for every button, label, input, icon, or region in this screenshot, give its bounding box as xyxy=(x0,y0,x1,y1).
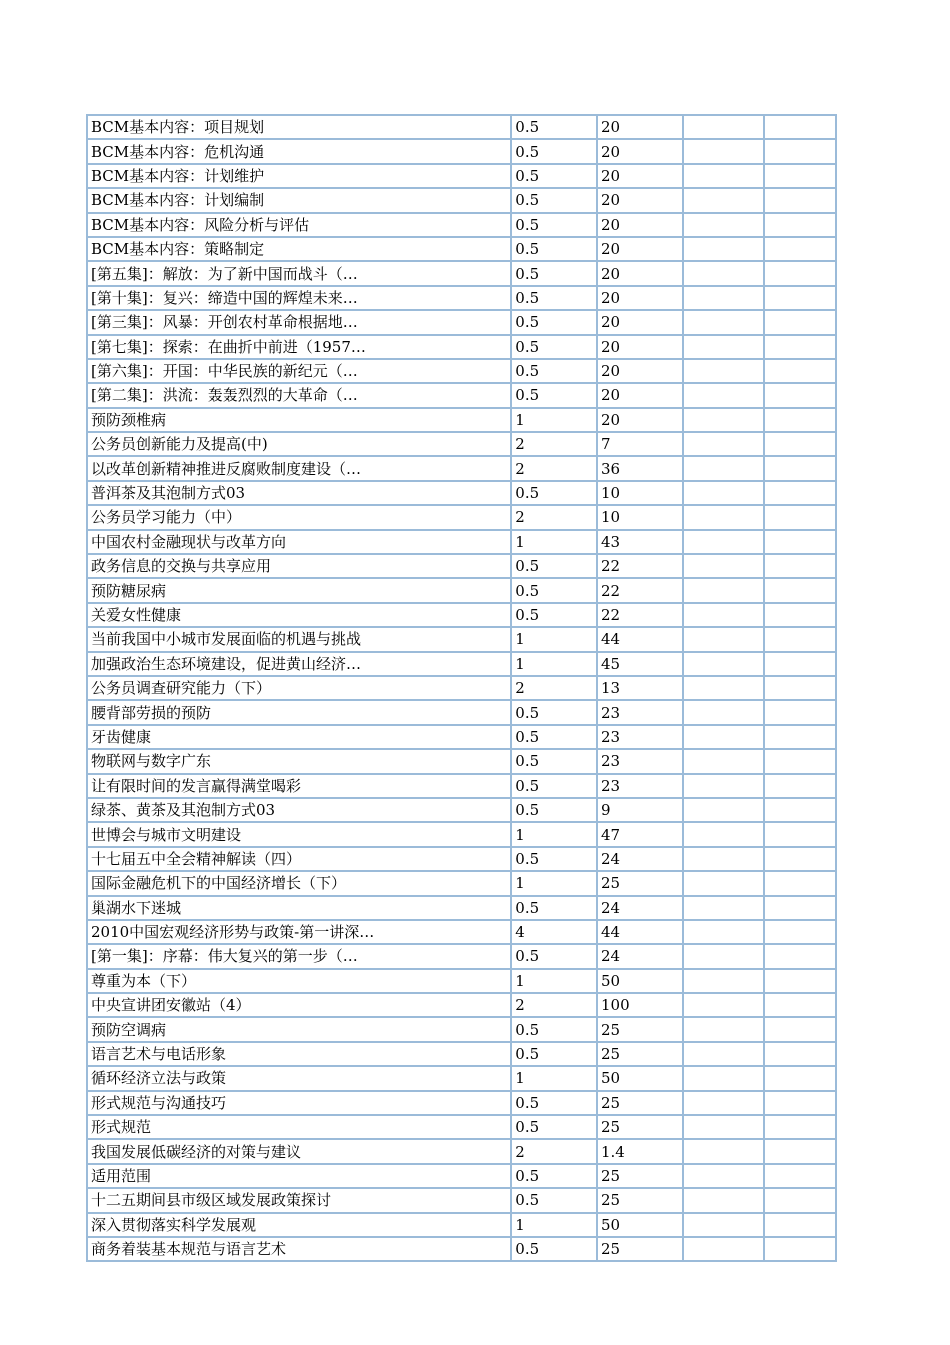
course-title-cell: 以改革创新精神推进反腐败制度建设（… xyxy=(87,456,511,480)
table-row xyxy=(87,969,836,993)
table-row xyxy=(87,139,836,163)
course-title-cell: BCM基本内容：计划维护 xyxy=(87,164,511,188)
blank-cell-5 xyxy=(764,286,836,310)
hours-cell: 2 xyxy=(511,676,597,700)
hours-cell: 2 xyxy=(511,456,597,480)
course-title-cell: BCM基本内容：策略制定 xyxy=(87,237,511,261)
blank-cell-4 xyxy=(683,359,765,383)
blank-cell-4 xyxy=(683,652,765,676)
course-title-cell: 关爱女性健康 xyxy=(87,603,511,627)
blank-cell-5 xyxy=(764,969,836,993)
hours-cell: 0.5 xyxy=(511,139,597,163)
blank-cell-5 xyxy=(764,481,836,505)
blank-cell-5 xyxy=(764,603,836,627)
count-cell: 44 xyxy=(597,920,683,944)
blank-cell-4 xyxy=(683,1164,765,1188)
hours-cell: 2 xyxy=(511,1139,597,1163)
hours-cell: 2 xyxy=(511,993,597,1017)
blank-cell-4 xyxy=(683,603,765,627)
count-cell: 10 xyxy=(597,505,683,529)
blank-cell-5 xyxy=(764,627,836,651)
count-cell: 25 xyxy=(597,871,683,895)
table-row xyxy=(87,383,836,407)
course-title-cell: 当前我国中小城市发展面临的机遇与挑战 xyxy=(87,627,511,651)
count-cell: 20 xyxy=(597,335,683,359)
course-title-cell: 世博会与城市文明建设 xyxy=(87,822,511,846)
blank-cell-5 xyxy=(764,944,836,968)
table-row xyxy=(87,871,836,895)
blank-cell-5 xyxy=(764,749,836,773)
course-title-cell: 牙齿健康 xyxy=(87,725,511,749)
count-cell: 23 xyxy=(597,774,683,798)
table-row xyxy=(87,1017,836,1041)
blank-cell-4 xyxy=(683,969,765,993)
blank-cell-4 xyxy=(683,383,765,407)
blank-cell-5 xyxy=(764,578,836,602)
count-cell: 20 xyxy=(597,213,683,237)
blank-cell-4 xyxy=(683,1042,765,1066)
table-row xyxy=(87,700,836,724)
course-title-cell: 政务信息的交换与共享应用 xyxy=(87,554,511,578)
table-row xyxy=(87,944,836,968)
blank-cell-5 xyxy=(764,652,836,676)
hours-cell: 0.5 xyxy=(511,188,597,212)
hours-cell: 1 xyxy=(511,408,597,432)
blank-cell-4 xyxy=(683,115,765,139)
table-row xyxy=(87,286,836,310)
count-cell: 20 xyxy=(597,115,683,139)
blank-cell-5 xyxy=(764,164,836,188)
table-row xyxy=(87,627,836,651)
blank-cell-4 xyxy=(683,676,765,700)
count-cell: 22 xyxy=(597,554,683,578)
blank-cell-4 xyxy=(683,847,765,871)
course-title-cell: BCM基本内容：危机沟通 xyxy=(87,139,511,163)
blank-cell-4 xyxy=(683,456,765,480)
table-row xyxy=(87,310,836,334)
blank-cell-4 xyxy=(683,286,765,310)
blank-cell-5 xyxy=(764,1213,836,1237)
count-cell: 20 xyxy=(597,286,683,310)
hours-cell: 0.5 xyxy=(511,1017,597,1041)
table-row xyxy=(87,432,836,456)
blank-cell-4 xyxy=(683,1237,765,1261)
course-title-cell: [第六集]：开国：中华民族的新纪元（… xyxy=(87,359,511,383)
blank-cell-5 xyxy=(764,896,836,920)
hours-cell: 0.5 xyxy=(511,603,597,627)
hours-cell: 0.5 xyxy=(511,896,597,920)
count-cell: 7 xyxy=(597,432,683,456)
blank-cell-5 xyxy=(764,115,836,139)
hours-cell: 1 xyxy=(511,871,597,895)
count-cell: 23 xyxy=(597,700,683,724)
course-title-cell: 加强政治生态环境建设，促进黄山经济… xyxy=(87,652,511,676)
count-cell: 25 xyxy=(597,1115,683,1139)
course-title-cell: 物联网与数字广东 xyxy=(87,749,511,773)
table-row xyxy=(87,578,836,602)
hours-cell: 0.5 xyxy=(511,1091,597,1115)
course-title-cell: BCM基本内容：项目规划 xyxy=(87,115,511,139)
table-row xyxy=(87,115,836,139)
course-title-cell: [第七集]：探索：在曲折中前进（1957… xyxy=(87,335,511,359)
count-cell: 23 xyxy=(597,725,683,749)
blank-cell-4 xyxy=(683,310,765,334)
table-row xyxy=(87,1188,836,1212)
hours-cell: 0.5 xyxy=(511,164,597,188)
blank-cell-4 xyxy=(683,700,765,724)
course-title-cell: 适用范围 xyxy=(87,1164,511,1188)
count-cell: 20 xyxy=(597,261,683,285)
blank-cell-5 xyxy=(764,359,836,383)
blank-cell-5 xyxy=(764,1017,836,1041)
count-cell: 20 xyxy=(597,359,683,383)
blank-cell-5 xyxy=(764,993,836,1017)
blank-cell-4 xyxy=(683,749,765,773)
course-title-cell: 深入贯彻落实科学发展观 xyxy=(87,1213,511,1237)
hours-cell: 2 xyxy=(511,432,597,456)
blank-cell-4 xyxy=(683,798,765,822)
hours-cell: 1 xyxy=(511,652,597,676)
blank-cell-5 xyxy=(764,1042,836,1066)
count-cell: 50 xyxy=(597,969,683,993)
blank-cell-4 xyxy=(683,505,765,529)
course-title-cell: 2010中国宏观经济形势与政策-第一讲深… xyxy=(87,920,511,944)
course-title-cell: 预防颈椎病 xyxy=(87,408,511,432)
blank-cell-4 xyxy=(683,481,765,505)
hours-cell: 0.5 xyxy=(511,554,597,578)
blank-cell-5 xyxy=(764,676,836,700)
blank-cell-5 xyxy=(764,774,836,798)
blank-cell-4 xyxy=(683,774,765,798)
blank-cell-4 xyxy=(683,213,765,237)
course-title-cell: BCM基本内容：风险分析与评估 xyxy=(87,213,511,237)
table-row xyxy=(87,822,836,846)
blank-cell-4 xyxy=(683,1115,765,1139)
blank-cell-5 xyxy=(764,456,836,480)
hours-cell: 0.5 xyxy=(511,749,597,773)
course-title-cell: [第十集]：复兴：缔造中国的辉煌未来… xyxy=(87,286,511,310)
course-title-cell: 中国农村金融现状与改革方向 xyxy=(87,530,511,554)
blank-cell-5 xyxy=(764,920,836,944)
blank-cell-5 xyxy=(764,432,836,456)
course-title-cell: [第二集]：洪流：轰轰烈烈的大革命（… xyxy=(87,383,511,407)
table-row xyxy=(87,676,836,700)
hours-cell: 1 xyxy=(511,969,597,993)
count-cell: 20 xyxy=(597,408,683,432)
hours-cell: 1 xyxy=(511,822,597,846)
blank-cell-5 xyxy=(764,725,836,749)
count-cell: 43 xyxy=(597,530,683,554)
hours-cell: 0.5 xyxy=(511,237,597,261)
hours-cell: 0.5 xyxy=(511,1042,597,1066)
table-row xyxy=(87,237,836,261)
blank-cell-5 xyxy=(764,1164,836,1188)
table-row xyxy=(87,456,836,480)
count-cell: 10 xyxy=(597,481,683,505)
table-row xyxy=(87,164,836,188)
blank-cell-4 xyxy=(683,1213,765,1237)
hours-cell: 0.5 xyxy=(511,261,597,285)
count-cell: 44 xyxy=(597,627,683,651)
course-title-cell: BCM基本内容：计划编制 xyxy=(87,188,511,212)
course-table xyxy=(86,114,837,1262)
table-row xyxy=(87,408,836,432)
blank-cell-4 xyxy=(683,530,765,554)
table-row xyxy=(87,335,836,359)
count-cell: 20 xyxy=(597,310,683,334)
blank-cell-5 xyxy=(764,1237,836,1261)
course-title-cell: 让有限时间的发言赢得满堂喝彩 xyxy=(87,774,511,798)
hours-cell: 0.5 xyxy=(511,1188,597,1212)
blank-cell-5 xyxy=(764,408,836,432)
blank-cell-4 xyxy=(683,822,765,846)
count-cell: 25 xyxy=(597,1017,683,1041)
course-title-cell: 尊重为本（下） xyxy=(87,969,511,993)
blank-cell-5 xyxy=(764,554,836,578)
count-cell: 20 xyxy=(597,188,683,212)
blank-cell-5 xyxy=(764,700,836,724)
blank-cell-5 xyxy=(764,237,836,261)
count-cell: 24 xyxy=(597,944,683,968)
hours-cell: 0.5 xyxy=(511,725,597,749)
blank-cell-4 xyxy=(683,188,765,212)
blank-cell-4 xyxy=(683,578,765,602)
course-title-cell: 公务员学习能力（中） xyxy=(87,505,511,529)
course-title-cell: 十二五期间县市级区域发展政策探讨 xyxy=(87,1188,511,1212)
count-cell: 36 xyxy=(597,456,683,480)
table-row xyxy=(87,188,836,212)
table-row xyxy=(87,1091,836,1115)
course-table-body xyxy=(87,115,836,1261)
course-title-cell: [第五集]：解放：为了新中国而战斗（… xyxy=(87,261,511,285)
blank-cell-4 xyxy=(683,944,765,968)
blank-cell-4 xyxy=(683,627,765,651)
table-row xyxy=(87,749,836,773)
count-cell: 50 xyxy=(597,1213,683,1237)
blank-cell-4 xyxy=(683,920,765,944)
hours-cell: 0.5 xyxy=(511,335,597,359)
course-title-cell: 商务着装基本规范与语言艺术 xyxy=(87,1237,511,1261)
hours-cell: 0.5 xyxy=(511,383,597,407)
count-cell: 22 xyxy=(597,578,683,602)
table-row xyxy=(87,261,836,285)
course-title-cell: 绿茶、黄茶及其泡制方式03 xyxy=(87,798,511,822)
blank-cell-4 xyxy=(683,1066,765,1090)
table-row xyxy=(87,1115,836,1139)
hours-cell: 0.5 xyxy=(511,1164,597,1188)
table-row xyxy=(87,847,836,871)
blank-cell-5 xyxy=(764,871,836,895)
course-title-cell: 公务员创新能力及提高(中) xyxy=(87,432,511,456)
hours-cell: 1 xyxy=(511,627,597,651)
blank-cell-5 xyxy=(764,310,836,334)
count-cell: 13 xyxy=(597,676,683,700)
table-row xyxy=(87,359,836,383)
blank-cell-4 xyxy=(683,408,765,432)
blank-cell-5 xyxy=(764,530,836,554)
blank-cell-4 xyxy=(683,237,765,261)
count-cell: 22 xyxy=(597,603,683,627)
count-cell: 20 xyxy=(597,383,683,407)
count-cell: 24 xyxy=(597,896,683,920)
blank-cell-4 xyxy=(683,1139,765,1163)
blank-cell-4 xyxy=(683,993,765,1017)
course-title-cell: 预防空调病 xyxy=(87,1017,511,1041)
table-row xyxy=(87,603,836,627)
hours-cell: 0.5 xyxy=(511,944,597,968)
count-cell: 1.4 xyxy=(597,1139,683,1163)
course-title-cell: 国际金融危机下的中国经济增长（下） xyxy=(87,871,511,895)
blank-cell-5 xyxy=(764,798,836,822)
count-cell: 45 xyxy=(597,652,683,676)
hours-cell: 0.5 xyxy=(511,286,597,310)
blank-cell-5 xyxy=(764,847,836,871)
hours-cell: 0.5 xyxy=(511,1237,597,1261)
course-title-cell: 巢湖水下迷城 xyxy=(87,896,511,920)
course-title-cell: 语言艺术与电话形象 xyxy=(87,1042,511,1066)
table-row xyxy=(87,1042,836,1066)
table-row xyxy=(87,505,836,529)
hours-cell: 0.5 xyxy=(511,1115,597,1139)
blank-cell-5 xyxy=(764,1066,836,1090)
course-title-cell: 普洱茶及其泡制方式03 xyxy=(87,481,511,505)
hours-cell: 2 xyxy=(511,505,597,529)
count-cell: 25 xyxy=(597,1237,683,1261)
course-title-cell: 形式规范与沟通技巧 xyxy=(87,1091,511,1115)
count-cell: 20 xyxy=(597,237,683,261)
blank-cell-4 xyxy=(683,554,765,578)
blank-cell-4 xyxy=(683,432,765,456)
blank-cell-5 xyxy=(764,261,836,285)
hours-cell: 0.5 xyxy=(511,774,597,798)
hours-cell: 0.5 xyxy=(511,847,597,871)
blank-cell-4 xyxy=(683,725,765,749)
blank-cell-5 xyxy=(764,213,836,237)
hours-cell: 0.5 xyxy=(511,115,597,139)
table-row xyxy=(87,1139,836,1163)
count-cell: 24 xyxy=(597,847,683,871)
hours-cell: 0.5 xyxy=(511,578,597,602)
table-row xyxy=(87,1237,836,1261)
count-cell: 23 xyxy=(597,749,683,773)
table-row xyxy=(87,896,836,920)
blank-cell-5 xyxy=(764,1188,836,1212)
course-title-cell: 循环经济立法与政策 xyxy=(87,1066,511,1090)
count-cell: 100 xyxy=(597,993,683,1017)
course-title-cell: 中央宣讲团安徽站（4） xyxy=(87,993,511,1017)
table-row xyxy=(87,554,836,578)
hours-cell: 0.5 xyxy=(511,359,597,383)
blank-cell-4 xyxy=(683,871,765,895)
table-row xyxy=(87,725,836,749)
hours-cell: 0.5 xyxy=(511,213,597,237)
table-row xyxy=(87,1066,836,1090)
table-row xyxy=(87,774,836,798)
blank-cell-5 xyxy=(764,188,836,212)
blank-cell-5 xyxy=(764,505,836,529)
course-title-cell: 预防糖尿病 xyxy=(87,578,511,602)
count-cell: 25 xyxy=(597,1164,683,1188)
table-row xyxy=(87,652,836,676)
course-title-cell: 我国发展低碳经济的对策与建议 xyxy=(87,1139,511,1163)
blank-cell-5 xyxy=(764,335,836,359)
hours-cell: 4 xyxy=(511,920,597,944)
count-cell: 47 xyxy=(597,822,683,846)
hours-cell: 1 xyxy=(511,1066,597,1090)
blank-cell-4 xyxy=(683,261,765,285)
blank-cell-5 xyxy=(764,1139,836,1163)
course-title-cell: 形式规范 xyxy=(87,1115,511,1139)
blank-cell-4 xyxy=(683,1091,765,1115)
blank-cell-4 xyxy=(683,896,765,920)
table-row xyxy=(87,920,836,944)
table-row xyxy=(87,1164,836,1188)
blank-cell-5 xyxy=(764,1091,836,1115)
blank-cell-5 xyxy=(764,1115,836,1139)
count-cell: 25 xyxy=(597,1042,683,1066)
hours-cell: 0.5 xyxy=(511,310,597,334)
course-title-cell: [第三集]：风暴：开创农村革命根据地… xyxy=(87,310,511,334)
blank-cell-4 xyxy=(683,1188,765,1212)
blank-cell-4 xyxy=(683,139,765,163)
table-row xyxy=(87,481,836,505)
course-title-cell: 十七届五中全会精神解读（四） xyxy=(87,847,511,871)
course-title-cell: [第一集]：序幕：伟大复兴的第一步（… xyxy=(87,944,511,968)
count-cell: 25 xyxy=(597,1188,683,1212)
course-title-cell: 腰背部劳损的预防 xyxy=(87,700,511,724)
table-row xyxy=(87,530,836,554)
blank-cell-5 xyxy=(764,822,836,846)
blank-cell-4 xyxy=(683,164,765,188)
hours-cell: 0.5 xyxy=(511,481,597,505)
blank-cell-4 xyxy=(683,1017,765,1041)
table-row xyxy=(87,993,836,1017)
hours-cell: 1 xyxy=(511,1213,597,1237)
blank-cell-4 xyxy=(683,335,765,359)
count-cell: 50 xyxy=(597,1066,683,1090)
count-cell: 20 xyxy=(597,164,683,188)
table-row xyxy=(87,1213,836,1237)
hours-cell: 1 xyxy=(511,530,597,554)
blank-cell-5 xyxy=(764,383,836,407)
count-cell: 25 xyxy=(597,1091,683,1115)
count-cell: 9 xyxy=(597,798,683,822)
blank-cell-5 xyxy=(764,139,836,163)
table-row xyxy=(87,798,836,822)
hours-cell: 0.5 xyxy=(511,798,597,822)
hours-cell: 0.5 xyxy=(511,700,597,724)
table-row xyxy=(87,213,836,237)
course-title-cell: 公务员调查研究能力（下） xyxy=(87,676,511,700)
count-cell: 20 xyxy=(597,139,683,163)
